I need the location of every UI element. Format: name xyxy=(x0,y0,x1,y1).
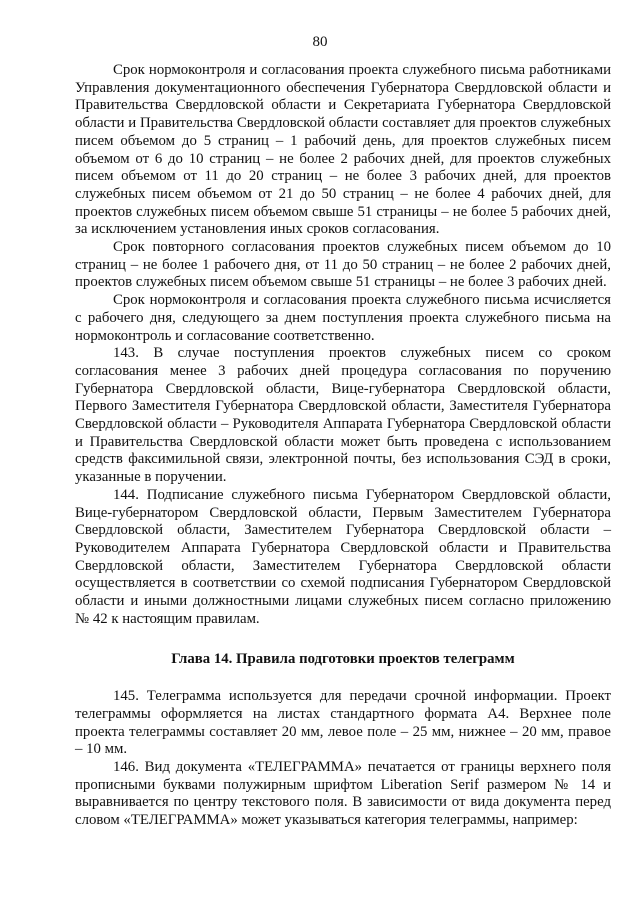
document-body xyxy=(75,62,611,830)
chapter-heading: Глава 14. Правила подготовки проектов телеграмм xyxy=(171,650,515,667)
paragraph-deadline-calculation: Срок нормоконтроля и согласования проекта служебного письма исчисляется с рабочего дня, следующего за днем поступления проекта служебного письма на нормоконтроль и согласование соответственно. xyxy=(75,292,611,344)
paragraph-review-deadline: Срок нормоконтроля и согласования проекта служебного письма работниками Управления документационного обеспечения Губернатора Свердловской области и Правительства Свердловской области и Секретариата Губернатора Свердловской области и Правительства Свердловской области составляет для проектов служебных писем объемом до 5 страниц – 1 рабочий день, для проектов служебных писем объемом от 6 до 10 страниц – не более 2 рабочих дней, для проектов служебных писем объемом от 11 до 20 страниц – не более 3 рабочих дней, для проектов служебных писем объемом от 21 до 50 страниц – не более 4 рабочих дней, для проектов служебных писем объемом свыше 51 страницы – не более 5 рабочих дней, за исключением установления иных сроков согласования. xyxy=(75,62,611,238)
paragraph-repeat-approval: Срок повторного согласования проектов служебных писем объемом до 10 страниц – не более 1 рабочего дня, от 11 до 50 страниц – не более 2 рабочих дней, проектов служебных писем объемом свыше 51 страницы – не более 3 рабочих дней. xyxy=(75,239,611,291)
paragraph-146: 146. Вид документа «ТЕЛЕГРАММА» печатается от границы верхнего поля прописными буквами полужирным шрифтом Liberation Serif размером № 14 и выравнивается по центру текстового поля. В зависимости от вида документа перед словом «ТЕЛЕГРАММА» может указываться категория телеграммы, например: xyxy=(75,759,611,829)
paragraph-144: 144. Подписание служебного письма Губернатором Свердловской области, Вице-губернатором Свердловской области, Первым Заместителем Губернатора Свердловской области, Заместителем Губернатора Свердловской области – Руководителем Аппарата Губернатора Свердловской области и Правительства Свердловской области, Заместителем Губернатора Свердловской области осуществляется в соответствии со схемой подписания Губернатором Свердловской области и иными должностными лицами служебных писем согласно приложению № 42 к настоящим правилам. xyxy=(75,486,611,627)
page-number: 80 xyxy=(312,34,328,50)
paragraph-145: 145. Телеграмма используется для передачи срочной информации. Проект телеграммы оформляется на листах стандартного формата А4. Верхнее поле проекта телеграммы составляет 20 мм, левое поле – 25 мм, нижнее – 20 мм, правое – 10 мм. xyxy=(75,688,611,758)
paragraph-143: 143. В случае поступления проектов служебных писем со сроком согласования менее 3 рабочих дней процедура согласования по поручению Губернатора Свердловской области, Вице-губернатора Свердловской области, Первого Заместителя Губернатора Свердловской области, Заместителя Губернатора Свердловской области – Руководителя Аппарата Губернатора Свердловской области и Правительства Свердловской области может быть проведена с использованием средств факсимильной связи, электронной почты, без использования СЭД в сроки, указанные в поручении. xyxy=(75,345,611,486)
